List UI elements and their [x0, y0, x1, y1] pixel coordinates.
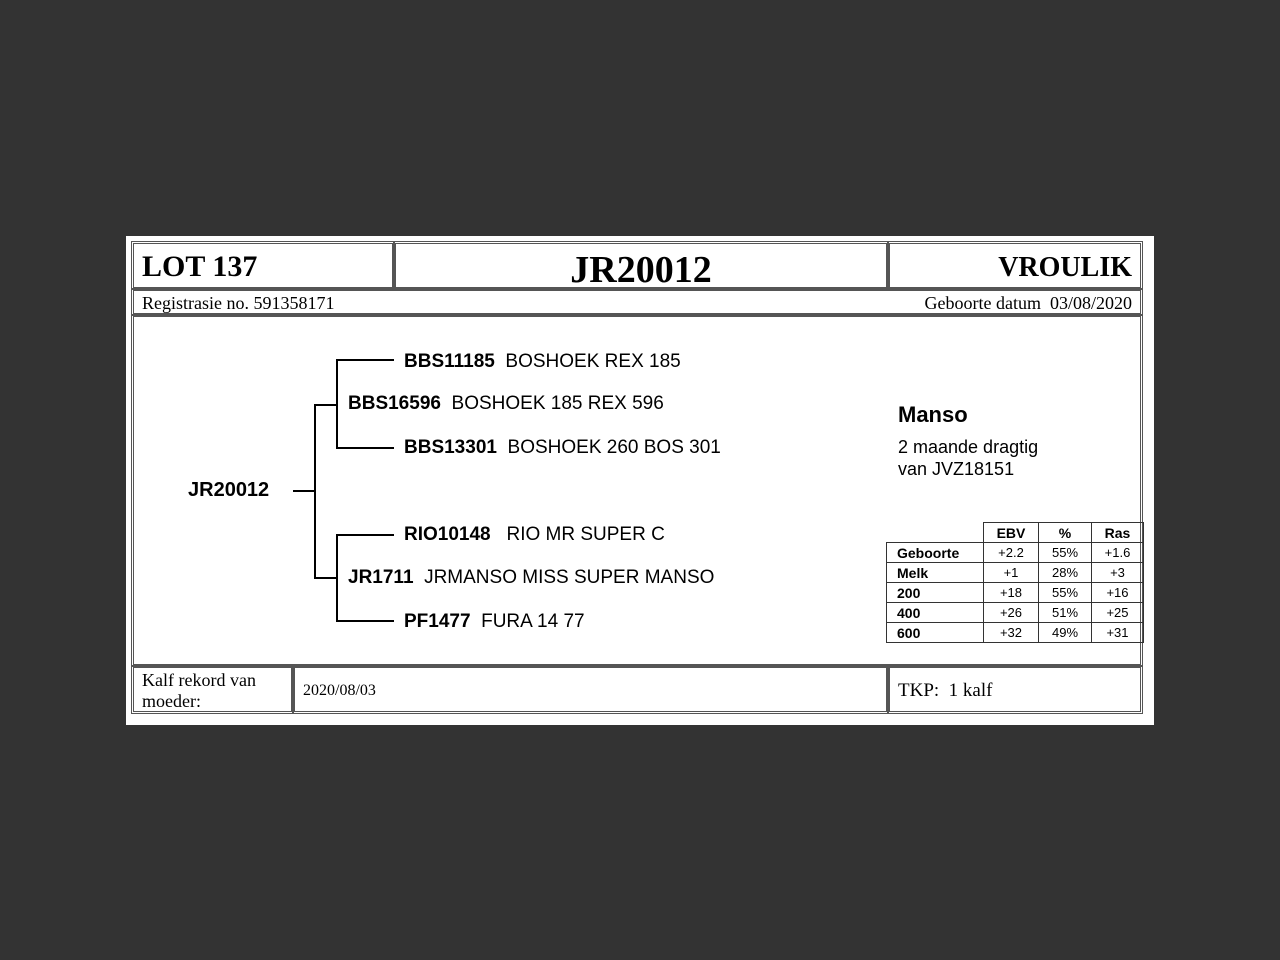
dam-dam-code: PF1477 — [404, 611, 471, 632]
calf-label-cell — [131, 665, 294, 714]
ebv-header-pct: % — [1039, 523, 1092, 543]
pregnancy-title: Manso — [898, 402, 968, 427]
ebv-row-pct: 28% — [1039, 563, 1092, 583]
tkp-cell — [887, 665, 1143, 714]
ebv-row-label: 200 — [887, 583, 984, 603]
ebv-row — [887, 563, 1144, 583]
registration-row — [131, 288, 1143, 316]
ebv-row-pct: 55% — [1039, 583, 1092, 603]
dam-name: JRMANSO MISS SUPER MANSO — [424, 567, 715, 588]
ebv-row-pct: 49% — [1039, 623, 1092, 643]
registration-label: Registrasie no. — [142, 293, 249, 313]
animal-id-title: JR20012 — [570, 249, 712, 291]
pedigree-dam-dam — [404, 611, 585, 633]
dam-sire-name: RIO MR SUPER C — [506, 524, 665, 545]
dam-sire-code: RIO10148 — [404, 524, 491, 545]
sire-dam-code: BBS13301 — [404, 437, 497, 458]
ebv-row-label: 400 — [887, 603, 984, 623]
pedigree-dam — [348, 567, 714, 589]
ebv-header-row — [887, 523, 1144, 543]
sire-vertical-line — [336, 359, 338, 449]
ebv-row-label: 600 — [887, 623, 984, 643]
dam-code: JR1711 — [348, 567, 414, 588]
ebv-header-blank — [887, 523, 984, 543]
ebv-table — [886, 522, 1144, 643]
dam-vertical-line — [336, 534, 338, 622]
ebv-row-ras: +25 — [1092, 603, 1144, 623]
lot-cell — [131, 241, 395, 290]
birth-date-label: Geboorte datum — [924, 293, 1041, 313]
sire-dam-name: BOSHOEK 260 BOS 301 — [507, 437, 721, 458]
ebv-row-ras: +16 — [1092, 583, 1144, 603]
calf-label-line-1: Kalf rekord van — [142, 670, 256, 690]
tkp-value: TKP: 1 kalf — [898, 680, 993, 701]
sex-cell — [887, 241, 1143, 290]
pregnancy-line-2: van JVZ18151 — [898, 459, 1015, 479]
ebv-header-ras: Ras — [1092, 523, 1144, 543]
lot-card — [126, 236, 1154, 725]
calf-label-line-2: moeder: — [142, 691, 201, 711]
ebv-row-ras: +1.6 — [1092, 543, 1144, 563]
ebv-row-label: Melk — [887, 563, 984, 583]
registration-text — [142, 293, 334, 314]
ebv-row-ebv: +18 — [984, 583, 1039, 603]
registration-number: 591358171 — [253, 293, 335, 313]
ebv-row — [887, 583, 1144, 603]
birth-date-value: 03/08/2020 — [1049, 293, 1132, 313]
ebv-row-ras: +31 — [1092, 623, 1144, 643]
dam-sire-line — [336, 534, 394, 536]
animal-id-cell — [393, 241, 889, 290]
ebv-row-pct: 55% — [1039, 543, 1092, 563]
ebv-row-pct: 51% — [1039, 603, 1092, 623]
pedigree-sire-sire — [404, 351, 681, 373]
ebv-row-ebv: +26 — [984, 603, 1039, 623]
birth-date-text — [925, 293, 1132, 314]
ebv-row-ebv: +32 — [984, 623, 1039, 643]
sire-code: BBS16596 — [348, 393, 441, 414]
sire-dam-line — [336, 447, 394, 449]
pedigree-sire-dam — [404, 437, 721, 459]
sire-sire-line — [336, 359, 394, 361]
dam-dam-line — [336, 620, 394, 622]
pregnancy-line-1: 2 maande dragtig — [898, 437, 1039, 457]
subject-connector-line — [293, 490, 315, 492]
ebv-row-ebv: +1 — [984, 563, 1039, 583]
ebv-row-ras: +3 — [1092, 563, 1144, 583]
sire-name: BOSHOEK 185 REX 596 — [451, 393, 664, 414]
ebv-row — [887, 623, 1144, 643]
pedigree-subject: JR20012 — [188, 479, 270, 501]
ebv-header-ebv: EBV — [984, 523, 1039, 543]
dam-dam-name: FURA 14 77 — [481, 611, 585, 632]
sire-sire-name: BOSHOEK REX 185 — [505, 351, 681, 372]
calf-record-value: 2020/08/03 — [303, 682, 376, 699]
pedigree-sire — [348, 393, 664, 415]
ebv-row-ebv: +2.2 — [984, 543, 1039, 563]
ebv-row-label: Geboorte — [887, 543, 984, 563]
dam-connector-line — [314, 577, 336, 579]
pedigree-dam-sire — [404, 524, 665, 546]
sire-sire-code: BBS11185 — [404, 351, 495, 372]
ebv-row — [887, 543, 1144, 563]
lot-number: LOT 137 — [142, 250, 258, 283]
sire-connector-line — [314, 404, 336, 406]
sex-label: VROULIK — [998, 252, 1132, 283]
calf-record-cell — [292, 665, 889, 714]
ebv-row — [887, 603, 1144, 623]
parents-vertical-line — [314, 404, 316, 579]
